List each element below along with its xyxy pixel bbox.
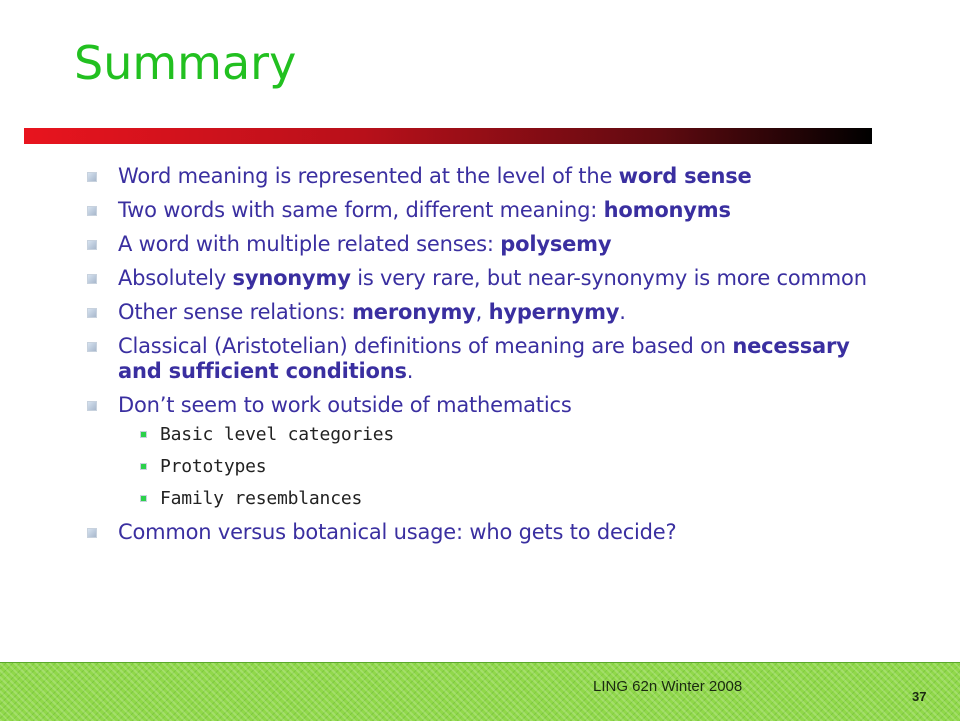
sub-bullet-item (138, 456, 874, 478)
bullet-term: necessary and sufficient conditions (118, 334, 850, 383)
slide-title: Summary (74, 36, 297, 90)
bullet-marker-icon (87, 401, 97, 411)
bullet-text: Classical (Aristotelian) definitions of meaning are based on (118, 334, 733, 358)
bullet-text: Don’t seem to work outside of mathematics (118, 393, 572, 417)
bullet-text: A word with multiple related senses: (118, 232, 501, 256)
bullet-term: word sense (618, 164, 752, 188)
bullet-text: Word meaning is represented at the level of the (118, 164, 619, 188)
page-number: 37 (912, 689, 927, 704)
bullet-item (84, 520, 874, 545)
sub-bullet-marker-icon (140, 431, 147, 438)
bullet-text: Absolutely (118, 266, 233, 290)
bullet-marker-icon (87, 342, 97, 352)
bullet-term: polysemy (500, 232, 612, 256)
sub-bullet-item (138, 488, 874, 510)
footer-course-label: LING 62n Winter 2008 (593, 678, 743, 695)
sub-bullet-text: Basic level categories (160, 424, 395, 445)
bullet-item (84, 266, 874, 291)
bullet-item (84, 198, 874, 223)
bullet-text: . (619, 300, 626, 324)
bullet-list (84, 164, 874, 554)
sub-bullet-text: Family resemblances (160, 488, 363, 509)
bullet-item (84, 393, 874, 510)
bullet-text: Two words with same form, different meaning: (118, 198, 604, 222)
bullet-marker-icon (87, 240, 97, 250)
bullet-item (84, 232, 874, 257)
bullet-marker-icon (87, 528, 97, 538)
bullet-text: . (406, 359, 414, 383)
sub-bullet-item (138, 424, 874, 446)
bullet-text: Other sense relations: (118, 300, 353, 324)
footer-band (0, 662, 960, 721)
sub-bullet-text: Prototypes (160, 456, 267, 477)
title-underline-bar (24, 128, 872, 144)
bullet-term: synonymy (232, 266, 351, 290)
bullet-marker-icon (87, 308, 97, 318)
sub-bullet-marker-icon (140, 463, 147, 470)
bullet-item (84, 300, 874, 325)
sub-bullet-list (118, 424, 874, 510)
bullet-term: meronymy (352, 300, 476, 324)
bullet-marker-icon (87, 172, 97, 182)
sub-bullet-marker-icon (140, 495, 147, 502)
bullet-marker-icon (87, 274, 97, 284)
bullet-term: homonyms (603, 198, 731, 222)
bullet-marker-icon (87, 206, 97, 216)
bullet-text: is very rare, but near-synonymy is more common (350, 266, 867, 290)
bullet-item (84, 334, 874, 384)
bullet-term: hypernymy (488, 300, 620, 324)
bullet-text: , (475, 300, 489, 324)
bullet-text: Common versus botanical usage: who gets to decide? (118, 520, 677, 544)
bullet-item (84, 164, 874, 189)
